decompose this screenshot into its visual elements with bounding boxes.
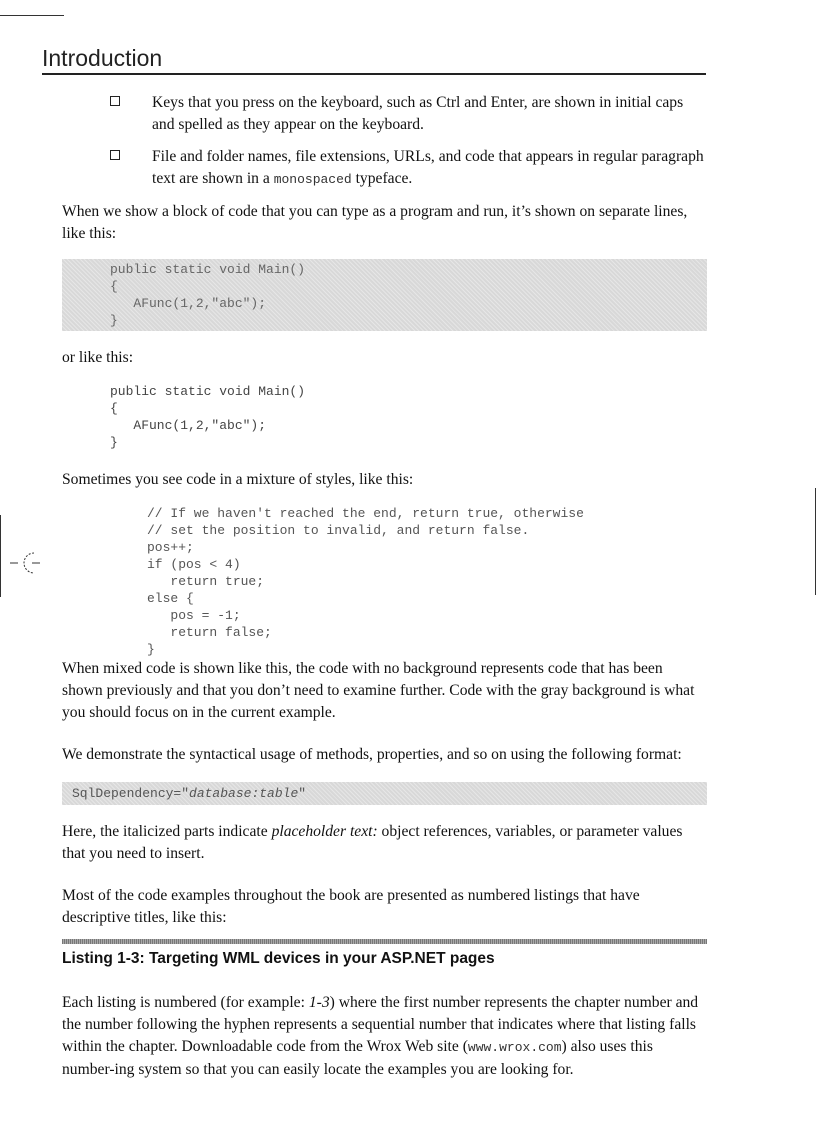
code-block-plain [62,383,707,451]
list-item: File and folder names, file extensions, URLs, and code that appears in regular paragraph text are shown in a monospaced typeface. [62,146,707,191]
placeholder-term: placeholder text: [271,823,378,840]
code-text: SqlDependency="database:table" [72,786,307,801]
checkbox-bullet-icon [110,96,120,106]
code-block-gray [62,259,707,331]
paragraph-block-code: When we show a block of code that you can type as a program and run, it’s shown on separate lines, like this: [62,203,688,242]
syntax-example [62,782,707,805]
page-content [62,92,707,1081]
crop-mark-icon [10,548,40,578]
corner-rule [0,15,64,16]
code-text: public static void Main() { AFunc(1,2,"abc"); } [110,262,306,328]
placeholder-text: database:table [189,786,299,801]
paragraph-syntax-format: We demonstrate the syntactical usage of methods, properties, and so on using the following format: [62,746,682,763]
bullet-list [62,92,707,191]
monospaced-sample: monospaced [273,172,352,187]
code-block-mixed [62,505,707,658]
paragraph-mixed-styles: Sometimes you see code in a mixture of styles, like this: [62,471,414,488]
left-margin-rule [0,515,1,597]
page-title: Introduction [42,45,163,71]
code-text: public static void Main() { AFunc(1,2,"abc"); } [110,384,306,450]
page-header [42,44,706,75]
checkbox-bullet-icon [110,150,120,160]
listing-divider [62,939,707,944]
header-rule [42,73,706,75]
paragraph-numbered-listings: Most of the code examples throughout the book are presented as numbered listings that have descriptive titles, like this: [62,887,640,926]
paragraph-mixed-explanation: When mixed code is shown like this, the code with no background represents code that has been shown previously and that you don’t need to examine further. Code with the gray background is what you should focus on in the current example. [62,660,695,721]
code-text: // If we haven't reached the end, return true, otherwise // set the position to invalid, and return false. pos++; if (pos < 4) return true; else { pos = -1; return false; } [147,506,584,657]
paragraph-placeholder: Here, the italicized parts indicate placeholder text: object references, variables, or parameter values that you need to insert. [62,823,683,862]
listing-title: Listing 1-3: Targeting WML devices in your ASP.NET pages [62,950,495,967]
paragraph-listing-numbering: Each listing is numbered (for example: 1-3) where the first number represents the chapter number and the number following the hyphen represents a sequential number that indicates where that listing falls within the chapter. Downloadable code from the Wrox Web site (www.wrox.com) also uses this number-ing system so that you can easily locate the examples you are looking for. [62,994,699,1078]
paragraph-or-like: or like this: [62,349,134,366]
list-item: Keys that you press on the keyboard, such as Ctrl and Enter, are shown in initial caps and spelled as they appear on the keyboard. [62,92,707,136]
wrox-url: www.wrox.com [467,1040,562,1055]
